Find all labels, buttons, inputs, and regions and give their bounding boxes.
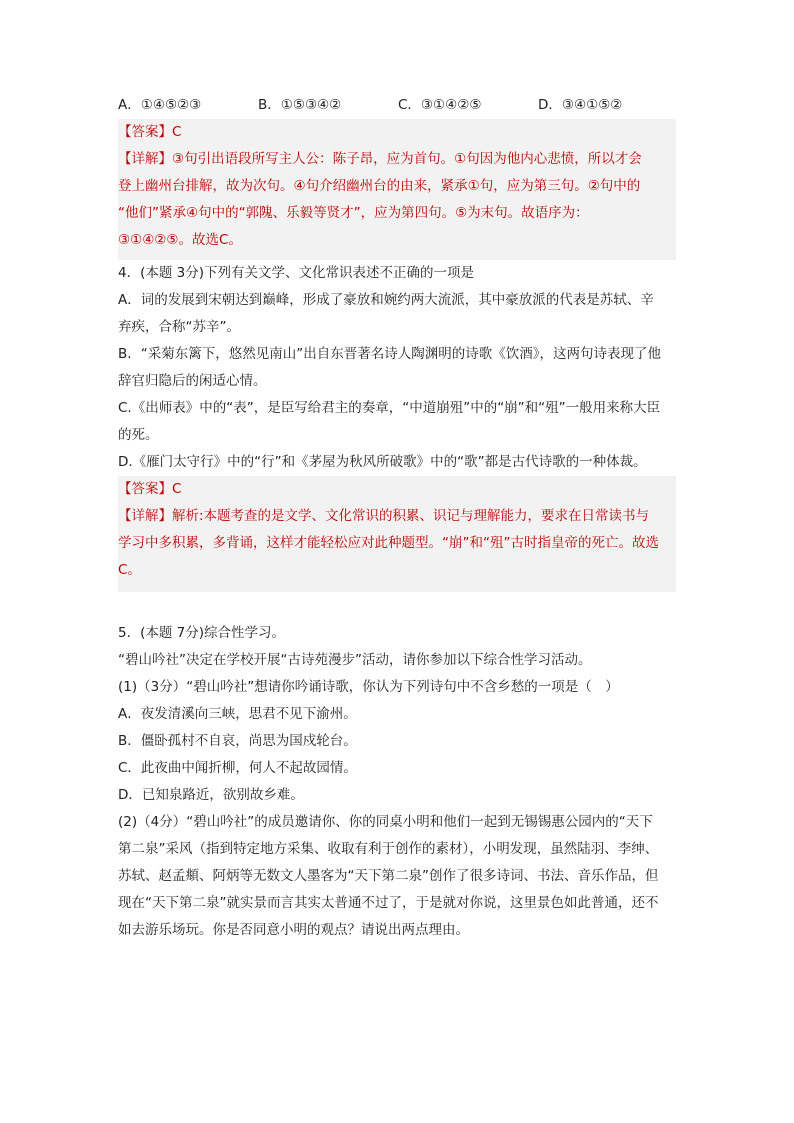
q3-answer: 【答案】C xyxy=(118,124,182,140)
q3-detail-line-4: ③①④②⑤。故选C。 xyxy=(118,232,242,248)
q3-option-b: B．①⑤③④② xyxy=(258,97,342,113)
q5-line-6: (2)（4分）“碧山吟社”的成员邀请你、你的同桌小明和他们一起到无锡锡惠公园内的“天下 xyxy=(118,814,653,830)
q3-option-a: A．①④⑤②③ xyxy=(118,97,202,113)
q4-line-4: 辞官归隐后的闲适心情。 xyxy=(118,373,267,389)
q3-option-c: C．③①④②⑤ xyxy=(398,97,482,113)
q3-option-d: D．③④①⑤② xyxy=(538,97,623,113)
q4-detail-line-1: 【详解】解析:本题考查的是文学、文化常识的积累、识记与理解能力，要求在日常读书与 xyxy=(118,508,650,524)
q5-line-2: A．夜发清溪向三峡，思君不见下渝州。 xyxy=(118,706,357,722)
q4-line-7: D.《雁门太守行》中的“行”和《茅屋为秋风所破歌》中的“歌”都是古代诗歌的一种体裁。 xyxy=(118,454,647,470)
q4-line-1: A．词的发展到宋朝达到巅峰，形成了豪放和婉约两大流派，其中豪放派的代表是苏轼、辛 xyxy=(118,292,654,308)
q5-line-1: (1)（3分）“碧山吟社”想请你吟诵诗歌，你认为下列诗句中不含乡愁的一项是（ ） xyxy=(118,679,619,695)
q4-answer: 【答案】C xyxy=(118,481,182,497)
q4-line-3: B．“采菊东篱下，悠然见南山”出自东晋著名诗人陶渊明的诗歌《饮酒》，这两句诗表现了他 xyxy=(118,346,661,362)
q4-detail-line-3: C。 xyxy=(118,562,141,578)
q5-stem: 5．(本题 7分)综合性学习。 xyxy=(118,625,286,641)
q3-answer-box xyxy=(118,119,676,260)
q5-line-3: B．僵卧孤村不自哀，尚思为国戍轮台。 xyxy=(118,733,357,749)
q5-line-5: D．已知泉路近，欲别故乡难。 xyxy=(118,787,304,803)
q5-line-7: 第二泉”采风（指到特定地方采集、收取有利于创作的素材），小明发现，虽然陆羽、李绅、 xyxy=(118,841,659,857)
q5-intro: “碧山吟社”决定在学校开展“古诗苑漫步”活动，请你参加以下综合性学习活动。 xyxy=(118,652,592,668)
q5-line-8: 苏轼、赵孟頫、阿炳等无数文人墨客为“天下第二泉”创作了很多诗词、书法、音乐作品，但 xyxy=(118,868,659,884)
q3-options xyxy=(118,92,676,119)
q3-detail-line-1: 【详解】③句引出语段所写主人公：陈子昂，应为首句。①句因为他内心悲愤，所以才会 xyxy=(118,151,642,167)
q4-answer-box xyxy=(118,476,676,592)
q4-line-5: C.《出师表》中的“表”，是臣写给君主的奏章，“中道崩殂”中的“崩”和“殂”一般用来称大臣 xyxy=(118,400,661,416)
document-page xyxy=(118,92,676,944)
q5-line-9: 现在“天下第二泉”就实景而言其实太普通不过了，于是就对你说，这里景色如此普通，还不 xyxy=(118,895,659,911)
q3-detail-line-2: 登上幽州台排解，故为次句。④句介绍幽州台的由来，紧承①句，应为第三句。②句中的 xyxy=(118,178,641,194)
section-spacer xyxy=(118,592,676,620)
q3-detail-line-3: “他们”紧承④句中的“郭隗、乐毅等贤才”，应为第四句。⑤为末句。故语序为： xyxy=(118,205,589,221)
q4-line-6: 的死。 xyxy=(118,427,159,443)
q4-stem: 4．(本题 3分)下列有关文学、文化常识表述不正确的一项是 xyxy=(118,265,475,281)
q5-line-4: C．此夜曲中闻折柳，何人不起故园情。 xyxy=(118,760,357,776)
q4-line-2: 弃疾，合称“苏辛”。 xyxy=(118,319,240,335)
q5-line-10: 如去游乐场玩。你是否同意小明的观点？请说出两点理由。 xyxy=(118,922,469,938)
q4-detail-line-2: 学习中多积累，多背诵，这样才能轻松应对此种题型。“崩”和“殂”古时指皇帝的死亡。故选 xyxy=(118,535,659,551)
